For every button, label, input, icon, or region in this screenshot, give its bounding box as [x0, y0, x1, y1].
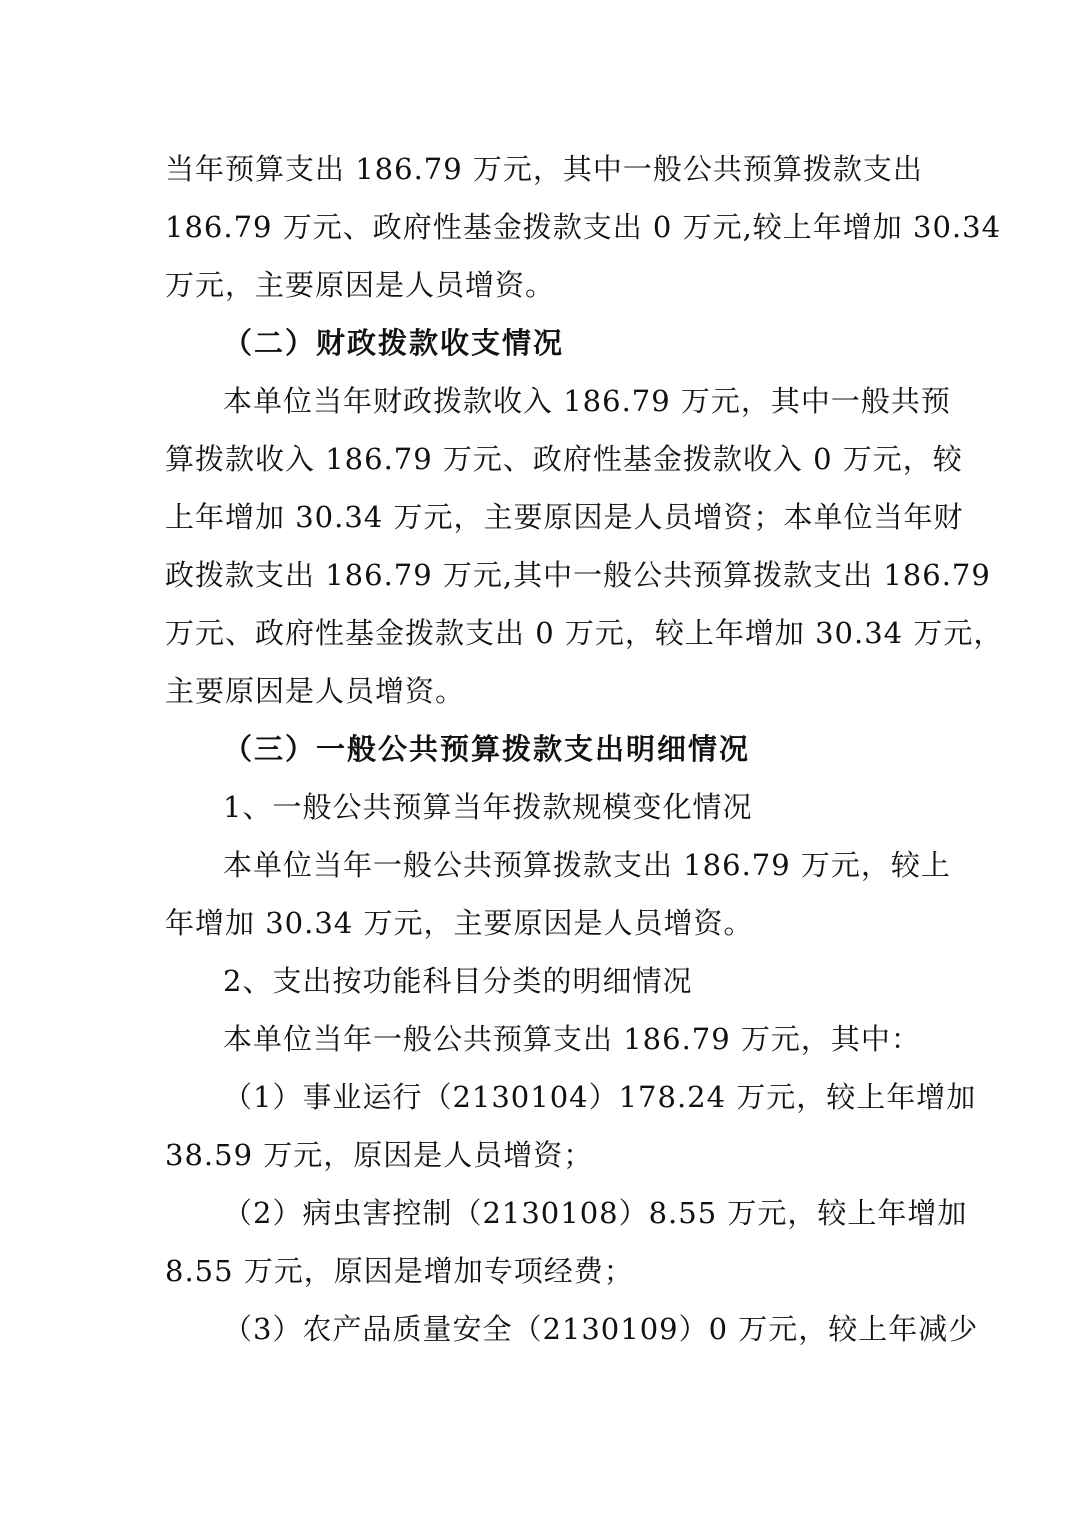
- paragraph-line: 主要原因是人员增资。: [165, 674, 466, 708]
- subsection-title-2: 2、支出按功能科目分类的明细情况: [223, 964, 693, 998]
- paragraph-line: 政拨款支出 186.79 万元,其中一般公共预算拨款支出 186.79: [165, 558, 991, 592]
- paragraph-line: 8.55 万元，原因是增加专项经费；: [165, 1254, 634, 1288]
- list-item-2: （2）病虫害控制（2130108）8.55 万元，较上年增加: [223, 1196, 968, 1230]
- paragraph-line: 186.79 万元、政府性基金拨款支出 0 万元,较上年增加 30.34: [165, 210, 1002, 244]
- subsection-title-1: 1、一般公共预算当年拨款规模变化情况: [223, 790, 753, 824]
- section-heading-3: （三）一般公共预算拨款支出明细情况: [223, 732, 751, 766]
- document-page: [165, 140, 1004, 1358]
- paragraph-line: 当年预算支出 186.79 万元，其中一般公共预算拨款支出: [165, 152, 923, 186]
- paragraph-line: 万元、政府性基金拨款支出 0 万元，较上年增加 30.34 万元，: [165, 616, 1004, 650]
- paragraph-line: 年增加 30.34 万元，主要原因是人员增资。: [165, 906, 754, 940]
- paragraph-line: 万元，主要原因是人员增资。: [165, 268, 556, 302]
- paragraph-line: 本单位当年财政拨款收入 186.79 万元，其中一般共预: [223, 384, 951, 418]
- paragraph-line: 本单位当年一般公共预算拨款支出 186.79 万元，较上: [223, 848, 951, 882]
- paragraph-line: 本单位当年一般公共预算支出 186.79 万元，其中：: [223, 1022, 921, 1056]
- paragraph-line: 算拨款收入 186.79 万元、政府性基金拨款收入 0 万元，较: [165, 442, 963, 476]
- list-item-1: （1）事业运行（2130104）178.24 万元，较上年增加: [223, 1080, 977, 1114]
- section-heading-2: （二）财政拨款收支情况: [223, 326, 565, 360]
- paragraph-line: 38.59 万元，原因是人员增资；: [165, 1138, 594, 1172]
- paragraph-line: 上年增加 30.34 万元，主要原因是人员增资；本单位当年财: [165, 500, 964, 534]
- list-item-3: （3）农产品质量安全（2130109）0 万元，较上年减少: [223, 1312, 979, 1346]
